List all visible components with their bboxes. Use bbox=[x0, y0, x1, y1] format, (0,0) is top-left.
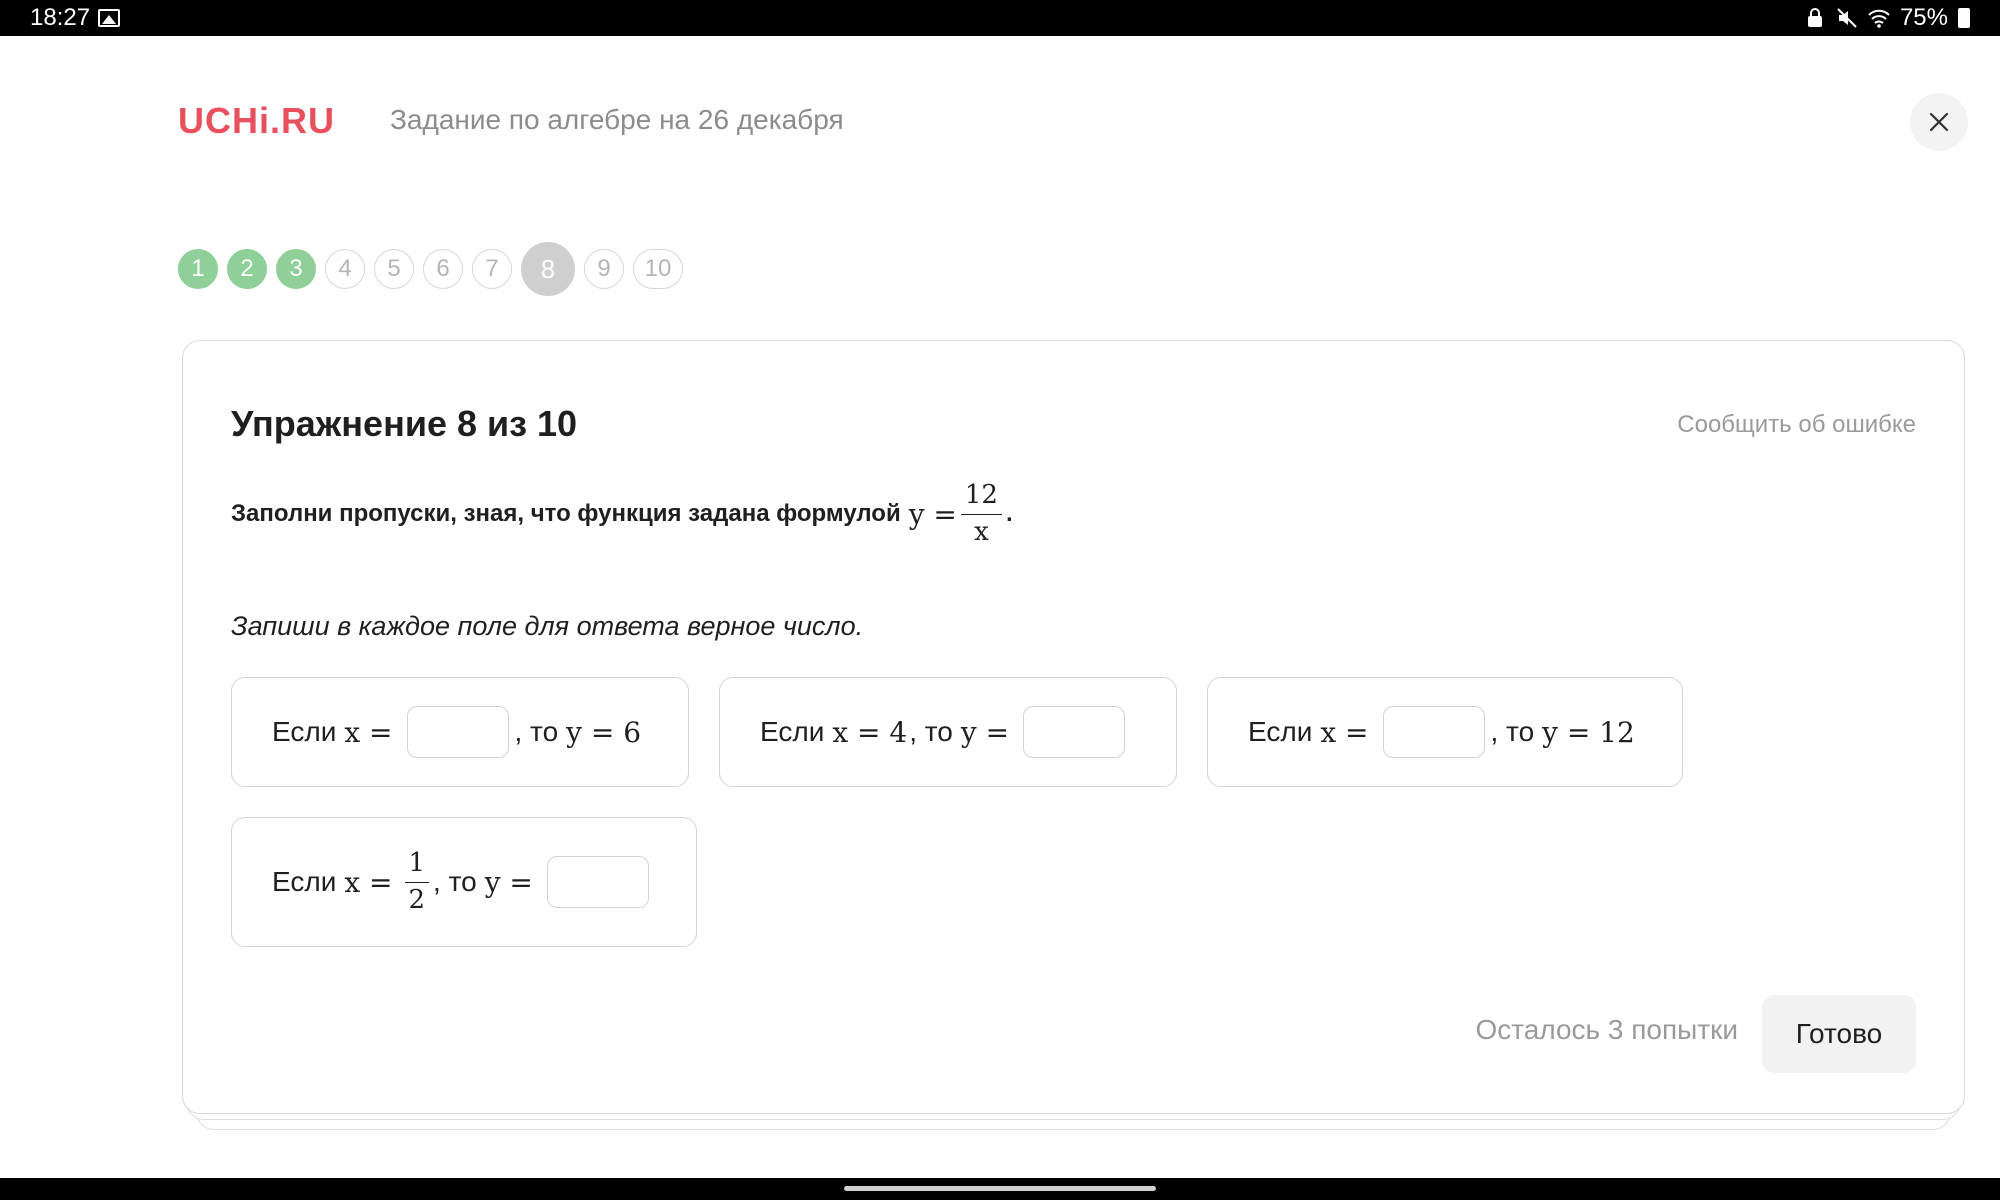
lock-icon bbox=[1804, 7, 1826, 29]
logo[interactable]: UCHi.RU bbox=[178, 100, 335, 141]
question-x: x = bbox=[344, 865, 393, 899]
task-statement bbox=[231, 481, 1013, 548]
question-then: , то bbox=[909, 716, 953, 747]
step-3[interactable]: 3 bbox=[276, 249, 316, 289]
gallery-icon bbox=[98, 9, 120, 27]
mute-icon bbox=[1836, 7, 1858, 29]
question-y: y = bbox=[960, 715, 1010, 749]
question-then: , то bbox=[433, 866, 477, 897]
formula-numerator: 12 bbox=[961, 481, 1002, 515]
exercise-title: Упражнение 8 из 10 bbox=[231, 403, 578, 444]
step-4[interactable]: 4 bbox=[325, 249, 365, 289]
report-error-link[interactable]: Сообщить об ошибке bbox=[1677, 411, 1916, 438]
close-icon bbox=[1928, 111, 1950, 133]
exercise-progress bbox=[178, 242, 683, 296]
step-7[interactable]: 7 bbox=[472, 249, 512, 289]
step-8-current[interactable]: 8 bbox=[521, 242, 575, 296]
question-if: Если bbox=[760, 716, 825, 747]
question-x: x = bbox=[344, 715, 393, 749]
instruction: Запиши в каждое поле для ответа верное число. bbox=[231, 611, 864, 641]
question-x: x = bbox=[1320, 715, 1369, 749]
attempts-remaining: Осталось 3 попытки bbox=[1475, 1014, 1738, 1045]
home-handle[interactable] bbox=[844, 1186, 1156, 1191]
question-if: Если bbox=[1248, 716, 1313, 747]
answer-input-4[interactable] bbox=[547, 856, 649, 908]
step-10[interactable]: 10 bbox=[633, 249, 683, 289]
question-then: , то bbox=[514, 716, 559, 747]
step-5[interactable]: 5 bbox=[374, 249, 414, 289]
formula-denominator: x bbox=[974, 516, 989, 547]
step-2[interactable]: 2 bbox=[227, 249, 267, 289]
battery-percent: 75% bbox=[1899, 4, 1948, 31]
answer-input-2[interactable] bbox=[1023, 706, 1125, 758]
question-y: y = bbox=[484, 865, 533, 899]
exercise-card bbox=[182, 340, 1965, 1114]
status-icons bbox=[1804, 4, 1970, 32]
step-9[interactable]: 9 bbox=[584, 249, 624, 289]
question-if: Если bbox=[272, 716, 337, 747]
question-2 bbox=[719, 677, 1177, 787]
step-6[interactable]: 6 bbox=[423, 249, 463, 289]
question-if: Если bbox=[272, 866, 337, 897]
close-button[interactable] bbox=[1910, 93, 1968, 151]
question-then: , то bbox=[1490, 716, 1535, 747]
question-x: x = 4 bbox=[832, 715, 908, 749]
formula-lhs: y = bbox=[908, 497, 957, 531]
assignment-title: Задание по алгебре на 26 декабря bbox=[390, 104, 844, 135]
fraction-denominator: 2 bbox=[408, 884, 426, 915]
wifi-icon bbox=[1868, 7, 1890, 29]
navigation-bar bbox=[0, 1178, 2000, 1200]
battery-icon bbox=[1958, 8, 1970, 28]
status-bar bbox=[0, 0, 2000, 36]
question-y: y = 6 bbox=[566, 715, 642, 749]
question-1 bbox=[231, 677, 689, 787]
step-1[interactable]: 1 bbox=[178, 249, 218, 289]
question-4 bbox=[231, 817, 697, 947]
status-time: 18:27 bbox=[30, 4, 91, 31]
answer-input-3[interactable] bbox=[1383, 706, 1485, 758]
question-y: y = 12 bbox=[1542, 715, 1635, 749]
fraction-numerator: 1 bbox=[405, 849, 430, 883]
task-text: Заполни пропуски, зная, что функция задана формулой bbox=[231, 500, 901, 528]
formula-fraction bbox=[961, 481, 1002, 548]
formula-end: . bbox=[1005, 500, 1013, 528]
submit-button[interactable]: Готово bbox=[1762, 995, 1916, 1073]
question-3 bbox=[1207, 677, 1683, 787]
answer-input-1[interactable] bbox=[407, 706, 509, 758]
question-x-fraction bbox=[405, 849, 430, 916]
